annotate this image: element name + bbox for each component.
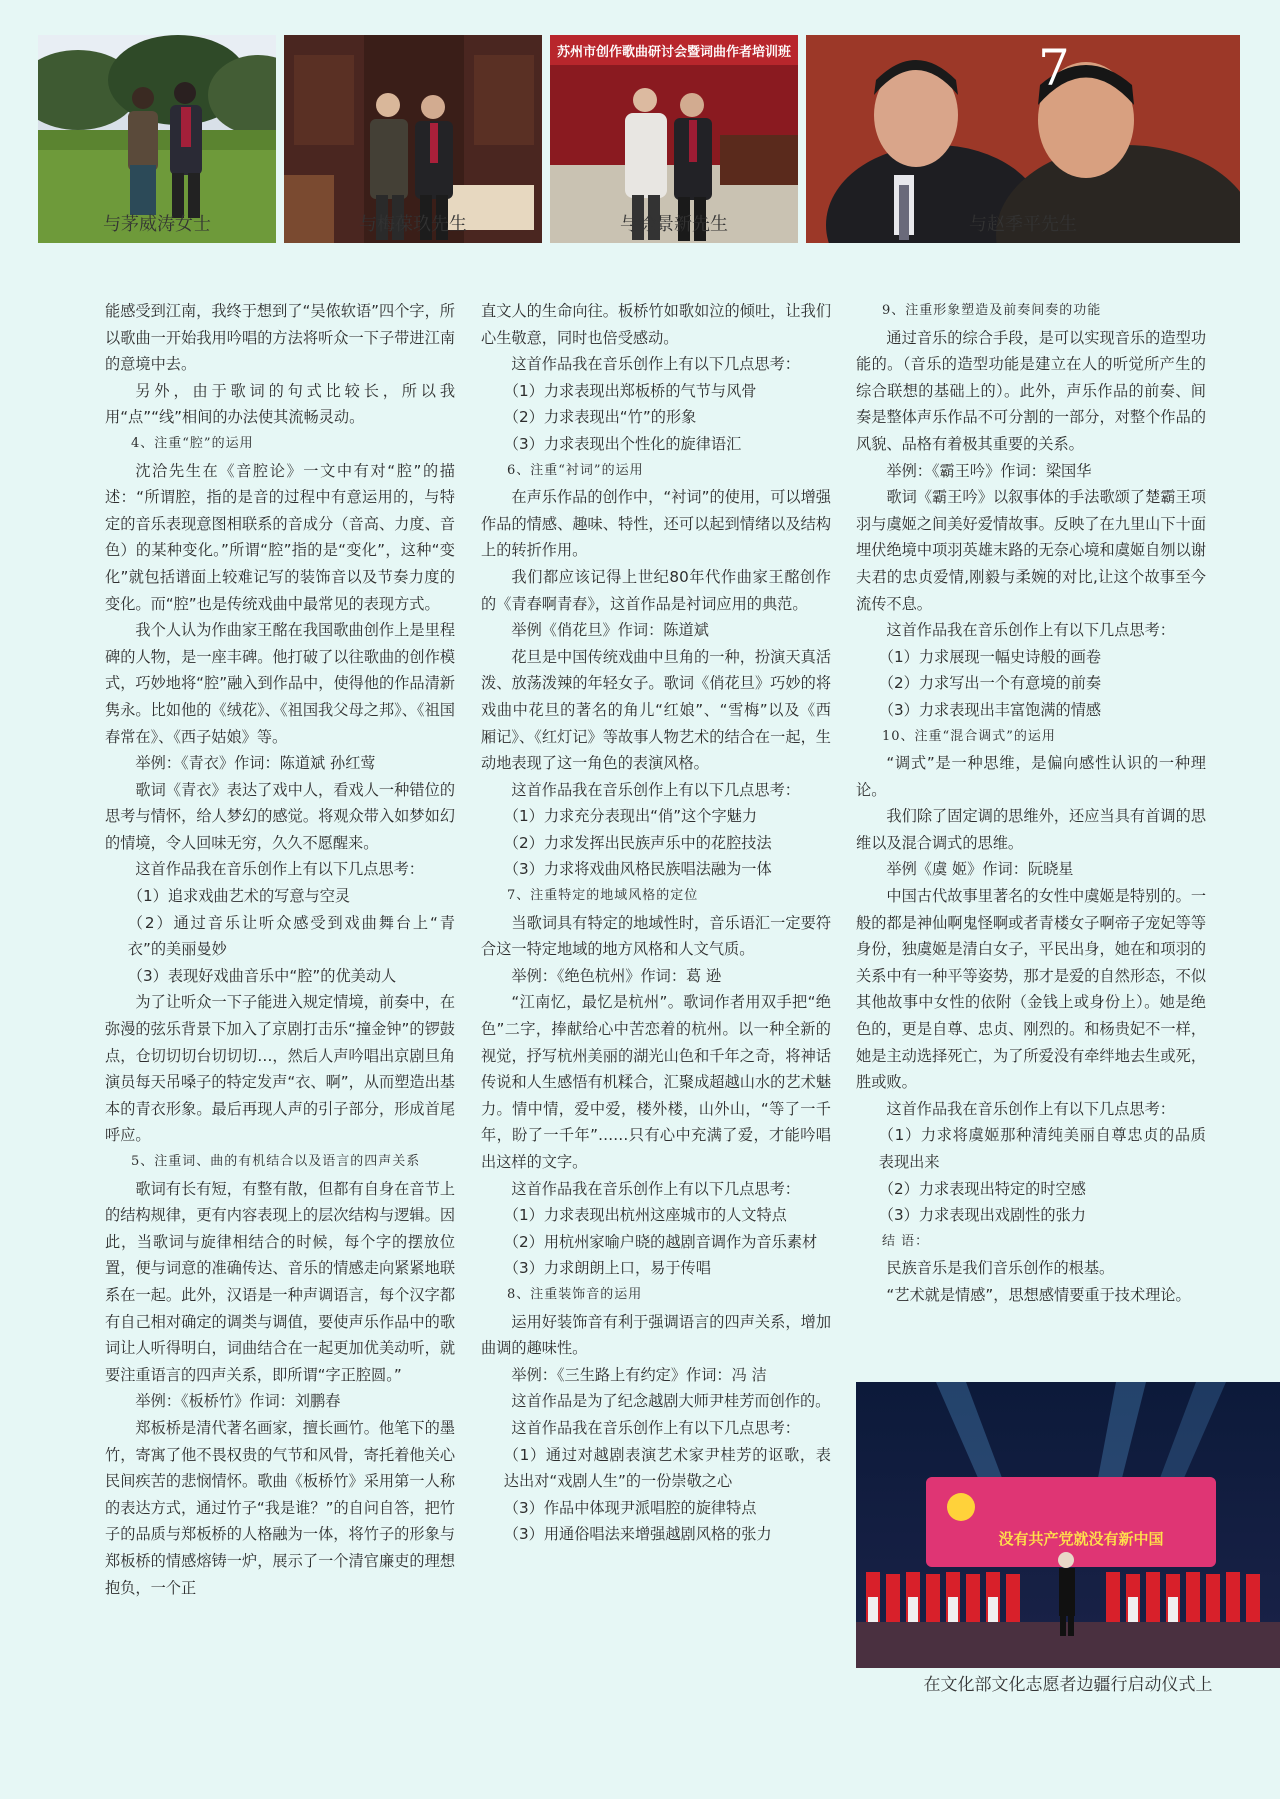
photo-4-caption: 与赵季平先生 [969,214,1077,235]
paragraph: 运用好装饰音有利于强调语言的四声关系，增加曲调的趣味性。 [481,1312,831,1358]
list-item: （1）力求充分表现出“俏”这个字魅力 [503,807,758,826]
stage-photo-image [856,1382,1280,1668]
example-line: 举例：《青衣》作词：陈道斌 孙红莺 [135,754,376,773]
paragraph: 这首作品我在音乐创作上有以下几点思考： [511,1179,800,1198]
paragraph: 这首作品我在音乐创作上有以下几点思考： [511,780,800,799]
paragraph: 沈洽先生在《音腔论》一文中有对“腔”的描述：“所谓腔，指的是音的过程中有意运用的，与特定的音乐表现意图相联系的音成分（音高、力度、音色）的某种变化。”所谓“腔”指的是“变化”，这种“变化”就包括谱面上较难记写的装饰音以及节奏力度的变化。而“腔”也是传统戏曲中最常见的表现方式。 [105,461,455,613]
list-item: （2）力求发挥出民族声乐中的花腔技法 [503,833,772,852]
section-heading: 5、注重词、曲的有机结合以及语言的四声关系 [131,1154,421,1169]
paragraph: 通过音乐的综合手段，是可以实现音乐的造型功能的。（音乐的造型功能是建立在人的听觉所产生的综合联想的基础上的）。此外，声乐作品的前奏、间奏是整体声乐作品不可分割的一部分，对整个作品的风貌、品格有着极其重要的关系。 [856,328,1206,453]
stage-photo-caption: 在文化部文化志愿者边疆行启动仪式上 [923,1675,1213,1695]
list-item: （3）力求表现出个性化的旋律语汇 [503,434,742,453]
paragraph: 我们除了固定调的思维外，还应当具有首调的思维以及混合调式的思维。 [856,807,1206,852]
section-heading: 10、注重“混合调式”的运用 [882,728,1056,744]
list-item: （1）通过对越剧表演艺术家尹桂芳的讴歌，表达出对“戏剧人生”的一份崇敬之心 [503,1445,831,1491]
page-number: 7 [1038,39,1070,97]
paragraph: “调式”是一种思维，是偏向感性认识的一种理论。 [856,754,1206,799]
example-line: 举例：《绝色杭州》作词：葛 逊 [511,966,722,985]
paragraph: “江南忆，最忆是杭州”。歌词作者用双手把“绝色”二字，捧献给心中苦恋着的杭州。以一种全新的视觉，抒写杭州美丽的湖光山色和千年之奇，将神话传说和人生感悟有机糅合，汇聚成超越山水的艺术魅力。情中情，爱中爱，楼外楼，山外山，“等了一千年，盼了一千年”……只有心中充满了爱，才能吟唱出这样的文字。 [481,993,831,1171]
text-column-3 [856,298,1206,1309]
example-line: 举例《俏花旦》作词：陈道斌 [511,621,709,640]
list-item: （2）力求表现出特定的时空感 [878,1179,1086,1198]
list-item: （1）力求将虞姬那种清纯美丽自尊忠贞的品质表现出来 [878,1126,1206,1171]
text-column-2 [481,298,831,1548]
paragraph: 歌词《青衣》表达了戏中人，看戏人一种错位的思考与情怀，给人梦幻的感觉。将观众带入如梦如幻的情境，令人回味无穷，久久不愿醒来。 [105,780,455,852]
paragraph: 为了让听众一下子能进入规定情境，前奏中，在弥漫的弦乐背景下加入了京剧打击乐“撞金钟”的锣鼓点，仓切切切台切切切…，然后人声吟唱出京剧旦角演员每天吊嗓子的特定发声“衣、啊”，从而塑造出基本的青衣形象。最后再现人声的引子部分，形成首尾呼应。 [105,993,455,1145]
list-item: （2）用杭州家喻户晓的越剧音调作为音乐素材 [503,1232,818,1251]
list-item: （3）力求将戏曲风格民族唱法融为一体 [503,860,772,879]
list-item: （1）力求表现出杭州这座城市的人文特点 [503,1206,787,1225]
list-item: （2）通过音乐让听众感受到戏曲舞台上“青衣”的美丽曼妙 [127,913,455,959]
example-line: 举例：《板桥竹》作词：刘鹏春 [135,1392,341,1411]
photo-2-caption: 与梅葆玖先生 [359,214,467,235]
list-item: （3）力求表现出丰富饱满的情感 [878,700,1102,719]
list-item: （3）用通俗唱法来增强越剧风格的张力 [503,1525,772,1544]
paragraph: 当歌词具有特定的地域性时，音乐语汇一定要符合这一特定地域的地方风格和人文气质。 [481,913,831,959]
example-line: 举例《虞 姬》作词：阮晓星 [886,860,1074,879]
text-column-1 [105,298,455,1601]
list-item: （1）追求戏曲艺术的写意与空灵 [127,887,351,906]
example-line: 举例：《三生路上有约定》作词：冯 洁 [511,1365,767,1384]
section-heading: 9、注重形象塑造及前奏间奏的功能 [882,303,1102,318]
list-item: （3）力求表现出戏剧性的张力 [878,1206,1086,1225]
list-item: （1）力求展现一幅史诗般的画卷 [878,647,1102,666]
paragraph: 歌词有长有短，有整有散，但都有自身在音节上的结构规律，更有内容表现上的层次结构与逻辑。因此，当歌词与旋律相结合的时候，每个字的摆放位置，便与词意的准确传达、音乐的情感走向紧紧地联系在一起。此外，汉语是一种声调语言，每个汉字都有自己相对确定的调类与调值，要使声乐作品中的歌词让人听得明白，词曲结合在一起更加优美动听，就要注重语言的四声关系，即所谓“字正腔圆。” [105,1179,455,1384]
paragraph: 这首作品我在音乐创作上有以下几点思考： [886,621,1175,640]
paragraph: 中国古代故事里著名的女性中虞姬是特别的。一般的都是神仙啊鬼怪啊或者青楼女子啊帝子宠妃等等身份，独虞姬是清白女子，平民出身，她在和项羽的关系中有一种平等姿势，那才是爱的自然形态，不似其他故事中女性的依附（金钱上或身份上）。她是绝色的，更是自尊、忠贞、刚烈的。和杨贵妃不一样，她是主动选择死亡，为了所爱没有牵绊地去生或死，胜或败。 [856,887,1206,1092]
paragraph: 这首作品是为了纪念越剧大师尹桂芳而创作的。 [511,1392,831,1411]
paragraph: 歌词《霸王吟》以叙事体的手法歌颂了楚霸王项羽与虞姬之间美好爱情故事。反映了在九里山下十面埋伏绝境中项羽英雄末路的无奈心境和虞姬自刎以谢夫君的忠贞爱情,刚毅与柔婉的对比,让这个故事至今流传不息。 [856,488,1206,613]
paragraph: 能感受到江南，我终于想到了“吴侬软语”四个字，所以歌曲一开始我用吟唱的方法将听众一下子带进江南的意境中去。 [105,302,455,374]
paragraph: 另外，由于歌词的句式比较长，所以我用“点”“线”相间的办法使其流畅灵动。 [105,381,455,427]
paragraph: 我个人认为作曲家王酩在我国歌曲创作上是里程碑的人物，是一座丰碑。他打破了以往歌曲的创作模式，巧妙地将“腔”融入到作品中，使得他的作品清新隽永。比如他的《绒花》、《祖国我父母之邦》、《祖国春常在》、《西子姑娘》等。 [105,621,455,746]
list-item: （2）力求表现出“竹”的形象 [503,408,697,427]
paragraph: 郑板桥是清代著名画家，擅长画竹。他笔下的墨竹，寄寓了他不畏权贵的气节和风骨，寄托着他关心民间疾苦的悲悯情怀。歌曲《板桥竹》采用第一人称的表达方式，通过竹子“我是谁？”的自问自答，把竹子的品质与郑板桥的人格融为一体，将竹子的形象与郑板桥的情感熔铸一炉，展示了一个清官廉吏的理想抱负，一个正 [105,1418,455,1597]
example-line: 举例：《霸王吟》作词：梁国华 [886,461,1092,480]
section-heading: 7、注重特定的地域风格的定位 [507,888,699,904]
list-item: （3）作品中体现尹派唱腔的旋律特点 [503,1498,757,1517]
photo-3-caption: 与徐景新先生 [620,214,728,235]
paragraph: 直文人的生命向往。板桥竹如歌如泣的倾吐，让我们心生敬意，同时也倍受感动。 [481,302,831,347]
paragraph: 在声乐作品的创作中，“衬词”的使用，可以增强作品的情感、趣味、特性，还可以起到情绪以及结构上的转折作用。 [481,488,831,560]
section-heading: 结 语： [882,1233,930,1249]
paragraph: 这首作品我在音乐创作上有以下几点思考： [511,1418,800,1437]
conference-banner-text: 苏州市创作歌曲研讨会暨词曲作者培训班 [556,45,792,60]
list-item: （3）表现好戏曲音乐中“腔”的优美动人 [127,966,397,985]
list-item: （1）力求表现出郑板桥的气节与风骨 [503,381,757,400]
paragraph: 这首作品我在音乐创作上有以下几点思考： [886,1099,1175,1118]
paragraph: “艺术就是情感”，思想感情要重于技术理论。 [886,1285,1191,1304]
stage-banner-text: 没有共产党就没有新中国 [998,1530,1164,1548]
paragraph: 花旦是中国传统戏曲中旦角的一种，扮演天真活泼、放荡泼辣的年轻女子。歌词《俏花旦》巧妙的将戏曲中花旦的著名的角儿“红娘”、“雪梅”以及《西厢记》、《红灯记》等故事人物艺术的结合在一起，生动地表现了这一角色的表演风格。 [481,647,831,773]
section-heading: 8、注重装饰音的运用 [507,1286,643,1302]
stage-photo [856,1382,1280,1668]
paragraph: 民族音乐是我们音乐创作的根基。 [886,1259,1115,1278]
photo-1-caption: 与茅威涛女士 [103,214,211,235]
paragraph: 这首作品我在音乐创作上有以下几点思考： [135,860,424,879]
paragraph: 我们都应该记得上世纪80年代作曲家王酩创作的《青春啊青春》，这首作品是衬词应用的典范。 [481,567,831,613]
paragraph: 这首作品我在音乐创作上有以下几点思考： [511,355,800,374]
section-heading: 6、注重“衬词”的运用 [507,462,644,478]
list-item: （3）力求朗朗上口，易于传唱 [503,1259,711,1278]
list-item: （2）力求写出一个有意境的前奏 [878,674,1102,693]
section-heading: 4、注重“腔”的运用 [131,435,254,451]
